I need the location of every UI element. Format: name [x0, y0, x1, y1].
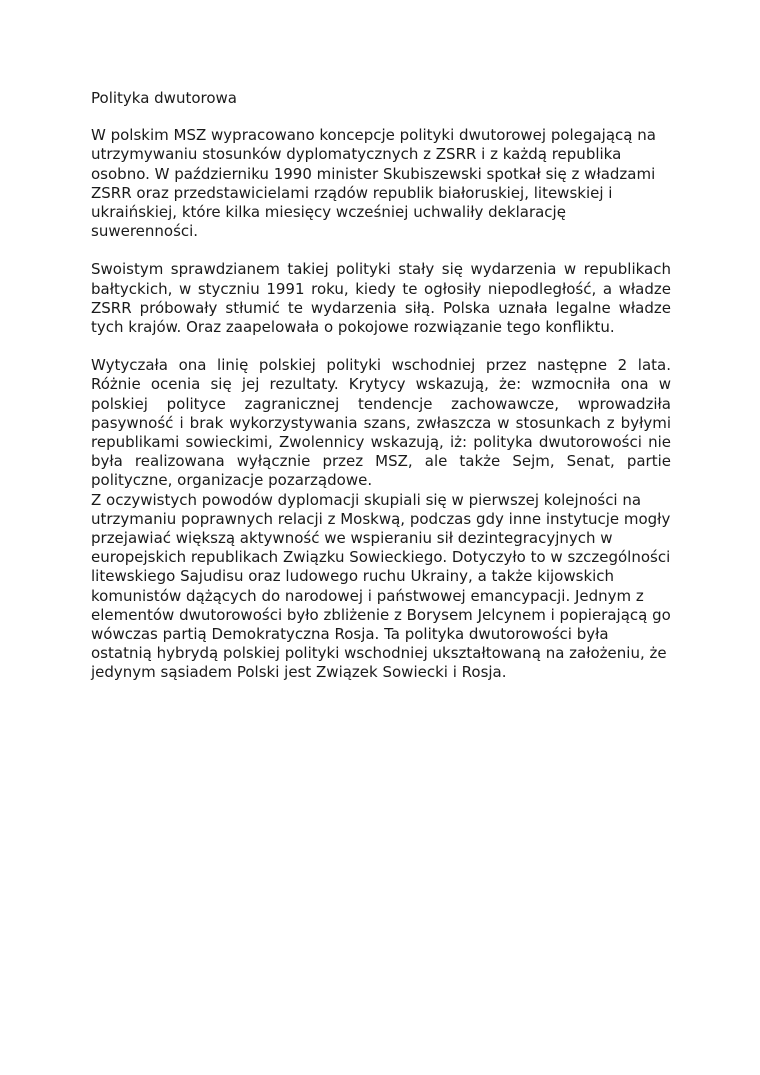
paragraph-4: Z oczywistych powodów dyplomacji skupiali się w pierwszej kolejności na utrzymaniu poprawnych relacji z Moskwą, podczas gdy inne instytucje mogły przejawiać większą aktywność we wspieraniu sił dezintegracyjnych w europejskich republikach Związku Sowieckiego. Dotyczyło to w szczególności litewskiego Sajudisu oraz ludowego ruchu Ukrainy, a także kijowskich komunistów dążących do narodowej i państwowej emancypacji. Jednym z elementów dwutorowości było zbliżenie z Borysem Jelcynem i popierającą go wówczas partią Demokratyczna Rosja. Ta polityka dwutorowości była ostatnią hybrydą polskiej polityki wschodniej ukształtowaną na założeniu, że jedynym sąsiadem Polski jest Związek Sowiecki i Rosja. — [91, 490, 671, 682]
paragraph-2: Swoistym sprawdzianem takiej polityki stały się wydarzenia w republikach bałtyckich, w styczniu 1991 roku, kiedy te ogłosiły niepodległość, a władze ZSRR próbowały stłumić te wydarzenia siłą. Polska uznała legalne władze tych krajów. Oraz zaapelowała o pokojowe rozwiązanie tego konfliktu. — [91, 260, 671, 337]
paragraph-1: W polskim MSZ wypracowano koncepcje polityki dwutorowej polegającą na utrzymywaniu stosunków dyplomatycznych z ZSRR i z każdą republika osobno. W październiku 1990 minister Skubiszewski spotkał się z władzami ZSRR oraz przedstawicielami rządów republik białoruskiej, litewskiej i ukraińskiej, które kilka miesięcy wcześniej uchwaliły deklarację suwerenności. — [91, 126, 656, 241]
document-title: Polityka dwutorowa — [91, 89, 237, 107]
document-body — [91, 89, 671, 702]
paragraph-3: Wytyczała ona linię polskiej polityki wschodniej przez następne 2 lata. Różnie ocenia się jej rezultaty. Krytycy wskazują, że: wzmocniła ona w polskiej polityce zagranicznej tendencje zachowawcze, wprowadziła pasywność i brak wykorzystywania szans, zwłaszcza w stosunkach z byłymi republikami sowieckimi, Zwolennicy wskazują, iż: polityka dwutorowości nie była realizowana wyłącznie przez MSZ, ale także Sejm, Senat, partie polityczne, organizacje pozarządowe. — [91, 356, 671, 490]
